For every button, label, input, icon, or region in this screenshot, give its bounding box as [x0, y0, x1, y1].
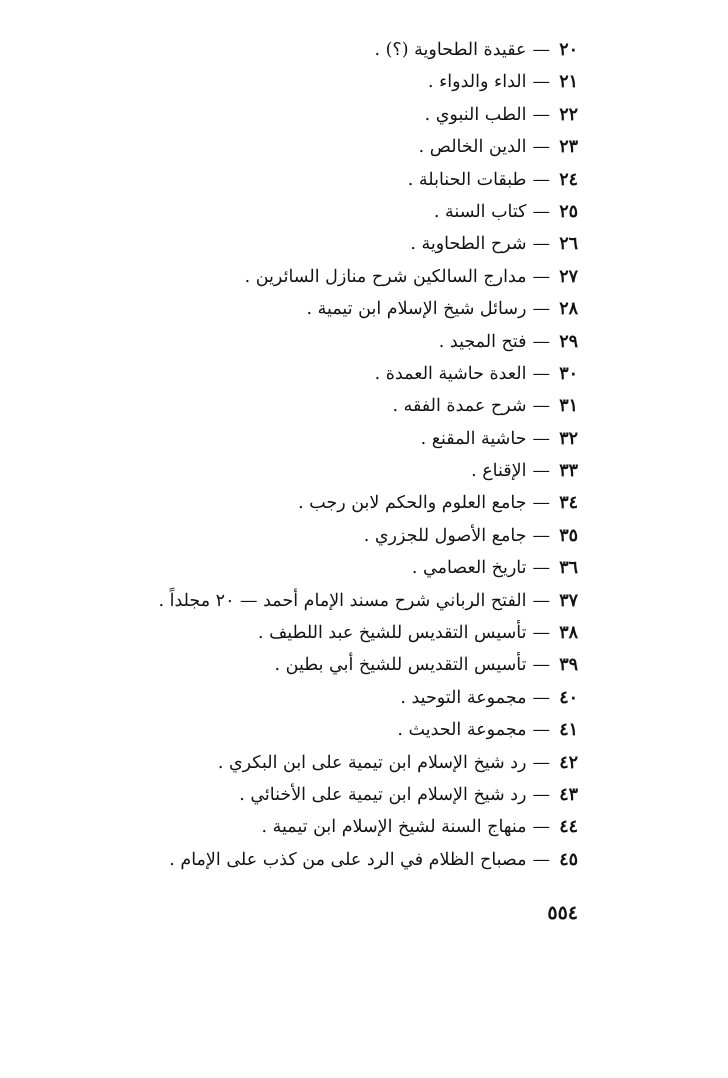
item-title: مدارج السالكين شرح منازل السائرين .	[244, 266, 527, 287]
item-number: ٢١	[559, 72, 578, 93]
list-item	[38, 844, 578, 876]
item-separator: —	[532, 655, 550, 676]
item-number: ٣٧	[559, 590, 578, 611]
list-item	[38, 423, 578, 455]
item-number: ٤٠	[559, 687, 578, 708]
item-title: شرح عمدة الفقه .	[392, 396, 527, 417]
item-separator: —	[532, 687, 550, 708]
item-title: رسائل شيخ الإسلام ابن تيمية .	[306, 299, 527, 320]
item-separator: —	[532, 299, 550, 320]
list-item	[38, 228, 578, 260]
item-title: منهاج السنة لشيخ الإسلام ابن تيمية .	[261, 817, 527, 838]
item-number: ٣١	[559, 396, 578, 417]
item-title: جامع الأصول للجزري .	[363, 525, 527, 546]
item-separator: —	[532, 525, 550, 546]
item-number: ٢٤	[559, 169, 578, 190]
list-item	[38, 811, 578, 843]
item-separator: —	[532, 234, 550, 255]
page-number: ٥٥٤	[547, 902, 578, 924]
item-separator: —	[532, 169, 550, 190]
item-separator: —	[532, 817, 550, 838]
list-item	[38, 649, 578, 681]
item-separator: —	[532, 493, 550, 514]
item-title: تأسيس التقديس للشيخ عبد اللطيف .	[258, 623, 527, 644]
item-number: ٢٢	[559, 104, 578, 125]
item-number: ٤٣	[559, 784, 578, 805]
item-separator: —	[532, 72, 550, 93]
list-item	[38, 487, 578, 519]
list-item	[38, 585, 578, 617]
item-number: ٤٢	[559, 752, 578, 773]
item-title: حاشية المقنع .	[420, 428, 527, 449]
item-title: الداء والدواء .	[427, 72, 527, 93]
item-number: ٣٥	[559, 525, 578, 546]
item-separator: —	[532, 558, 550, 579]
item-title: العدة حاشية العمدة .	[374, 363, 527, 384]
item-title: مجموعة الحديث .	[397, 720, 527, 741]
item-separator: —	[532, 104, 550, 125]
item-separator: —	[532, 331, 550, 352]
list-item	[38, 34, 578, 66]
item-number: ٢٠	[559, 40, 578, 60]
item-number: ٢٧	[559, 266, 578, 287]
item-separator: —	[532, 363, 550, 384]
item-number: ٤٤	[559, 817, 578, 838]
item-number: ٢٨	[559, 299, 578, 320]
item-title: رد شيخ الإسلام ابن تيمية على ابن البكري .	[217, 752, 527, 773]
item-number: ٢٦	[559, 234, 578, 255]
item-number: ٢٣	[559, 137, 578, 158]
list-item	[38, 131, 578, 163]
list-item	[38, 455, 578, 487]
item-title: مجموعة التوحيد .	[400, 687, 527, 708]
item-number: ٣٩	[559, 655, 578, 676]
item-title: طبقات الحنابلة .	[407, 169, 527, 190]
list-item	[38, 326, 578, 358]
item-title: فتح المجيد .	[438, 331, 527, 352]
item-title: الإقناع .	[471, 461, 527, 482]
item-number: ٣٤	[559, 493, 578, 514]
item-number: ٣٣	[559, 461, 578, 482]
item-separator: —	[532, 137, 550, 158]
item-title: تأسيس التقديس للشيخ أبي بطين .	[274, 655, 527, 676]
item-title: كتاب السنة .	[433, 201, 527, 222]
item-title: تاريخ العصامي .	[411, 558, 527, 579]
item-separator: —	[532, 784, 550, 805]
list-item	[38, 714, 578, 746]
item-title: الدين الخالص .	[418, 137, 527, 158]
list-item	[38, 261, 578, 293]
item-separator: —	[532, 396, 550, 417]
item-separator: —	[532, 201, 550, 222]
item-number: ٣٢	[559, 428, 578, 449]
list-item	[38, 520, 578, 552]
item-separator: —	[532, 428, 550, 449]
item-separator: —	[532, 40, 550, 60]
item-title: جامع العلوم والحكم لابن رجب .	[298, 493, 527, 514]
list-item	[38, 358, 578, 390]
item-number: ٢٩	[559, 331, 578, 352]
list-item	[38, 747, 578, 779]
item-separator: —	[532, 590, 550, 611]
list-item	[38, 164, 578, 196]
list-item	[38, 99, 578, 131]
item-separator: —	[532, 849, 550, 870]
item-separator: —	[532, 720, 550, 741]
list-item	[38, 617, 578, 649]
list-item	[38, 779, 578, 811]
item-number: ٣٨	[559, 623, 578, 644]
item-title: رد شيخ الإسلام ابن تيمية على الأخنائي .	[239, 784, 527, 805]
item-title: الطب النبوي .	[424, 104, 527, 125]
list-item	[38, 682, 578, 714]
list-item	[38, 293, 578, 325]
list-item	[38, 66, 578, 98]
item-separator: —	[532, 623, 550, 644]
item-title: شرح الطحاوية .	[410, 234, 527, 255]
item-number: ٣٦	[559, 558, 578, 579]
item-separator: —	[532, 461, 550, 482]
item-title: مصباح الظلام في الرد على من كذب على الإمام .	[169, 849, 527, 870]
item-title: الفتح الرباني شرح مسند الإمام أحمد — ٢٠ مجلداً .	[158, 590, 527, 611]
item-number: ٣٠	[559, 363, 578, 384]
list-item	[38, 196, 578, 228]
list-item	[38, 552, 578, 584]
item-separator: —	[532, 752, 550, 773]
list-item	[38, 390, 578, 422]
item-number: ٤٥	[559, 849, 578, 870]
item-title: عقيدة الطحاوية (؟) .	[374, 40, 527, 60]
item-number: ٢٥	[559, 201, 578, 222]
item-separator: —	[532, 266, 550, 287]
reference-list	[38, 34, 578, 876]
item-number: ٤١	[559, 720, 578, 741]
